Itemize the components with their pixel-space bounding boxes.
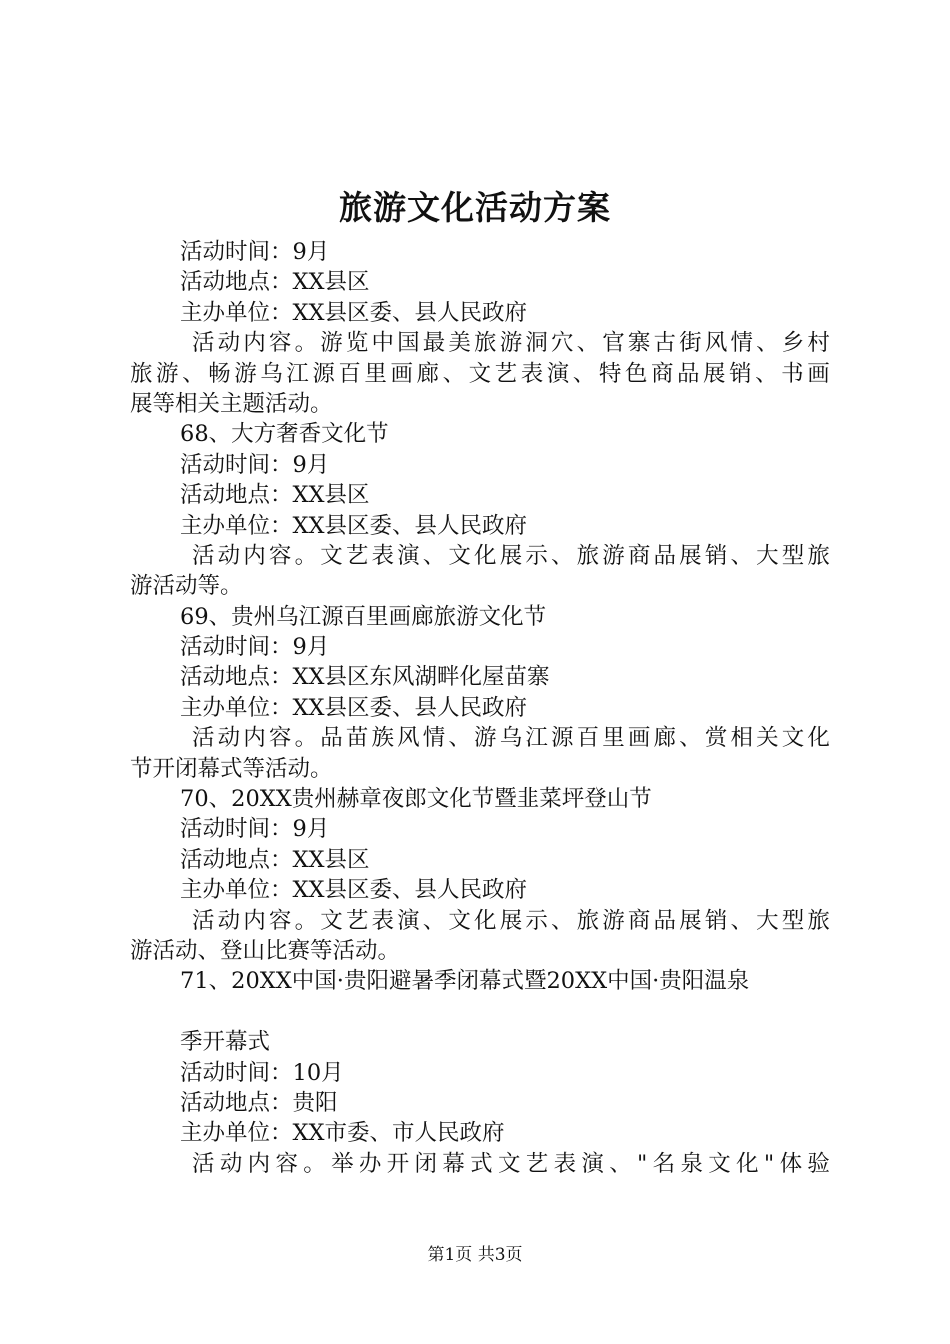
text-glyph: 文: [448, 907, 471, 934]
paragraph-line: 活动地点：XX县区: [180, 269, 370, 296]
text-glyph: 书: [781, 360, 804, 387]
text-glyph: 文: [497, 1150, 521, 1177]
text-glyph: 。: [294, 542, 318, 569]
text-glyph: 穴: [550, 330, 574, 357]
text-glyph: 旅: [576, 542, 600, 569]
text-glyph: 江: [286, 360, 309, 387]
text-glyph: 、: [182, 360, 205, 387]
text-glyph: 相: [730, 725, 753, 752]
text-glyph: 活: [192, 542, 215, 569]
text-glyph: 艺: [345, 907, 369, 934]
text-glyph: 容: [275, 1150, 298, 1177]
paragraph-line: 展等相关主题活动。: [130, 390, 333, 417]
text-glyph: 大: [756, 907, 779, 934]
text-glyph: 文: [320, 542, 343, 569]
text-glyph: 特: [598, 360, 622, 387]
text-glyph: 寨: [627, 330, 651, 357]
text-glyph: 旅: [807, 542, 830, 569]
text-glyph: 、: [442, 360, 466, 387]
paragraph-line: 节开闭幕式等活动。: [130, 755, 333, 782]
section-heading: 68、大方奢香文化节: [180, 421, 389, 448]
text-glyph: 游: [156, 360, 179, 387]
text-glyph: 幕: [442, 1150, 465, 1177]
text-glyph: 、: [422, 907, 446, 934]
text-glyph: 画: [390, 360, 413, 387]
text-glyph: 内: [243, 907, 266, 934]
text-glyph: 中: [371, 330, 394, 357]
text-glyph: 游: [499, 330, 523, 357]
text-glyph: 化: [474, 542, 497, 569]
text-glyph: 动: [217, 330, 241, 357]
text-glyph: 文: [781, 725, 805, 752]
text-glyph: 游: [474, 725, 497, 752]
text-glyph: 展: [703, 360, 726, 387]
text-glyph: 展: [499, 907, 523, 934]
paragraph-line: 游活动、登山比赛等活动。: [130, 937, 401, 964]
document-body: [130, 237, 830, 1179]
paragraph-line: 活动时间：9月: [180, 451, 330, 478]
text-glyph: 最: [422, 330, 446, 357]
text-glyph: 品: [653, 907, 677, 934]
paragraph-line: [130, 1149, 830, 1179]
text-glyph: 、: [609, 1150, 632, 1177]
text-glyph: 容: [268, 907, 292, 934]
text-glyph: 品: [653, 542, 677, 569]
section-heading-continued: 季开幕式: [180, 1029, 271, 1056]
text-glyph: 品: [320, 725, 343, 752]
text-glyph: 旅: [807, 907, 830, 934]
text-glyph: 型: [781, 907, 805, 934]
text-glyph: 。: [303, 1150, 326, 1177]
text-glyph: 容: [268, 725, 292, 752]
text-glyph: 动: [217, 725, 241, 752]
text-glyph: 闭: [414, 1150, 438, 1177]
paragraph-line: [130, 359, 830, 389]
text-glyph: 表: [371, 907, 394, 934]
text-glyph: 展: [679, 542, 702, 569]
text-glyph: 演: [397, 907, 420, 934]
text-glyph: 游: [602, 542, 625, 569]
text-glyph: 畅: [208, 360, 231, 387]
text-glyph: 、: [755, 360, 778, 387]
text-glyph: 演: [581, 1150, 604, 1177]
text-glyph: 、: [756, 330, 779, 357]
text-glyph: 游: [602, 907, 625, 934]
text-glyph: 旅: [474, 330, 497, 357]
text-glyph: 旅: [576, 907, 600, 934]
text-glyph: 览: [345, 330, 369, 357]
paragraph-line: [130, 541, 830, 571]
text-glyph: 、: [730, 907, 753, 934]
text-glyph: 。: [294, 330, 318, 357]
text-glyph: 化: [807, 725, 830, 752]
text-glyph: 美: [448, 330, 471, 357]
text-glyph: 展: [499, 542, 523, 569]
text-glyph: 型: [781, 542, 805, 569]
paragraph-line: [130, 723, 830, 753]
text-glyph: 族: [371, 725, 394, 752]
text-glyph: ": [763, 1150, 775, 1177]
text-glyph: 关: [756, 725, 779, 752]
text-glyph: 里: [364, 360, 387, 387]
text-glyph: 艺: [345, 542, 369, 569]
text-glyph: 官: [602, 330, 625, 357]
text-glyph: 化: [736, 1150, 759, 1177]
text-glyph: 乡: [781, 330, 805, 357]
text-glyph: 内: [243, 330, 266, 357]
text-glyph: 内: [247, 1150, 271, 1177]
text-glyph: 演: [546, 360, 570, 387]
text-glyph: 情: [422, 725, 446, 752]
text-glyph: 。: [294, 907, 318, 934]
text-glyph: 里: [602, 725, 625, 752]
text-glyph: 示: [525, 907, 548, 934]
text-glyph: 乌: [260, 360, 283, 387]
text-glyph: 表: [371, 542, 394, 569]
text-glyph: 文: [320, 907, 343, 934]
text-glyph: 百: [576, 725, 600, 752]
paragraph-line: 活动时间：9月: [180, 634, 330, 661]
paragraph-line: [130, 328, 830, 358]
paragraph-line: 活动时间：9月: [180, 239, 330, 265]
text-glyph: 画: [627, 725, 651, 752]
paragraph-line: 活动地点：XX县区: [180, 482, 370, 509]
text-glyph: 化: [474, 907, 497, 934]
paragraph-line: 活动地点：贵阳: [180, 1089, 338, 1116]
text-glyph: 百: [338, 360, 361, 387]
text-glyph: 、: [576, 330, 600, 357]
text-glyph: 体: [779, 1150, 803, 1177]
text-glyph: 风: [397, 725, 420, 752]
paragraph-line: 活动地点：XX县区: [180, 846, 370, 873]
text-glyph: 色: [624, 360, 648, 387]
text-glyph: 活: [192, 330, 215, 357]
text-glyph: 商: [627, 907, 651, 934]
text-glyph: 动: [217, 542, 241, 569]
text-glyph: 游: [320, 330, 343, 357]
text-glyph: 品: [676, 360, 700, 387]
paragraph-line: 主办单位：XX县区委、县人民政府: [180, 512, 528, 539]
text-glyph: 画: [807, 360, 830, 387]
text-glyph: 大: [756, 542, 779, 569]
text-glyph: 文: [708, 1150, 731, 1177]
text-glyph: 艺: [525, 1150, 549, 1177]
text-glyph: 文: [468, 360, 492, 387]
text-glyph: 活: [192, 725, 215, 752]
text-glyph: 源: [550, 725, 574, 752]
text-glyph: 赏: [704, 725, 728, 752]
paragraph-line: 主办单位：XX县区委、县人民政府: [180, 694, 528, 721]
paragraph-line: 主办单位：XX县区委、县人民政府: [180, 877, 528, 904]
paragraph-line: 活动地点：XX县区东风湖畔化屋苗寨: [180, 664, 550, 691]
text-glyph: 、: [572, 360, 596, 387]
text-glyph: 源: [312, 360, 335, 387]
text-glyph: 、: [448, 725, 471, 752]
page-footer: 第1页 共3页: [427, 1245, 523, 1265]
text-glyph: 乌: [499, 725, 523, 752]
text-glyph: 洞: [525, 330, 548, 357]
text-glyph: 销: [704, 542, 728, 569]
text-glyph: 验: [807, 1150, 830, 1177]
text-glyph: ": [637, 1150, 648, 1177]
text-glyph: 艺: [494, 360, 518, 387]
text-glyph: 活: [192, 907, 215, 934]
text-glyph: 内: [243, 725, 266, 752]
text-glyph: 销: [704, 907, 728, 934]
paragraph-line: 游活动等。: [130, 573, 243, 600]
text-glyph: 。: [294, 725, 318, 752]
text-glyph: 江: [525, 725, 548, 752]
text-glyph: 式: [470, 1150, 493, 1177]
text-glyph: 情: [730, 330, 753, 357]
text-glyph: 开: [386, 1150, 410, 1177]
text-glyph: 、: [679, 725, 702, 752]
text-glyph: 风: [704, 330, 728, 357]
text-glyph: 文: [448, 542, 471, 569]
text-glyph: 廊: [653, 725, 677, 752]
text-glyph: 示: [525, 542, 548, 569]
text-glyph: 举: [331, 1150, 354, 1177]
text-glyph: 商: [650, 360, 674, 387]
text-glyph: 廊: [416, 360, 440, 387]
paragraph-line: 主办单位：XX县区委、县人民政府: [180, 299, 528, 326]
section-heading: 70、20XX贵州赫章夜郎文化节暨韭菜坪登山节: [180, 786, 652, 813]
text-glyph: 展: [679, 907, 702, 934]
text-glyph: 、: [422, 542, 446, 569]
text-glyph: 演: [397, 542, 420, 569]
text-glyph: 古: [653, 330, 677, 357]
text-glyph: 苗: [345, 725, 369, 752]
text-glyph: 泉: [680, 1150, 703, 1177]
paragraph-line: 活动时间：10月: [180, 1059, 344, 1086]
paragraph-line: [130, 906, 830, 936]
text-glyph: 旅: [130, 360, 153, 387]
blank-line: [130, 997, 830, 1027]
document-title: 旅游文化活动方案: [339, 188, 611, 227]
text-glyph: 办: [358, 1150, 382, 1177]
text-glyph: 活: [192, 1150, 215, 1177]
text-glyph: 街: [679, 330, 702, 357]
section-heading: 71、20XX中国·贵阳避暑季闭幕式暨20XX中国·贵阳温泉: [180, 968, 750, 995]
text-glyph: 、: [730, 542, 753, 569]
text-glyph: 表: [520, 360, 544, 387]
text-glyph: 容: [268, 542, 292, 569]
paragraph-line: 活动时间：9月: [180, 816, 330, 843]
text-glyph: 内: [243, 542, 266, 569]
text-glyph: 、: [550, 542, 574, 569]
text-glyph: 动: [219, 1150, 243, 1177]
text-glyph: 表: [553, 1150, 577, 1177]
text-glyph: 、: [550, 907, 574, 934]
section-heading: 69、贵州乌江源百里画廊旅游文化节: [180, 603, 547, 630]
text-glyph: 名: [652, 1150, 676, 1177]
text-glyph: 游: [234, 360, 257, 387]
text-glyph: 商: [627, 542, 651, 569]
text-glyph: 动: [217, 907, 241, 934]
text-glyph: 村: [807, 330, 830, 357]
text-glyph: 国: [397, 330, 420, 357]
paragraph-line: 主办单位：XX市委、市人民政府: [180, 1120, 505, 1147]
text-glyph: 销: [729, 360, 752, 387]
text-glyph: 容: [268, 330, 292, 357]
